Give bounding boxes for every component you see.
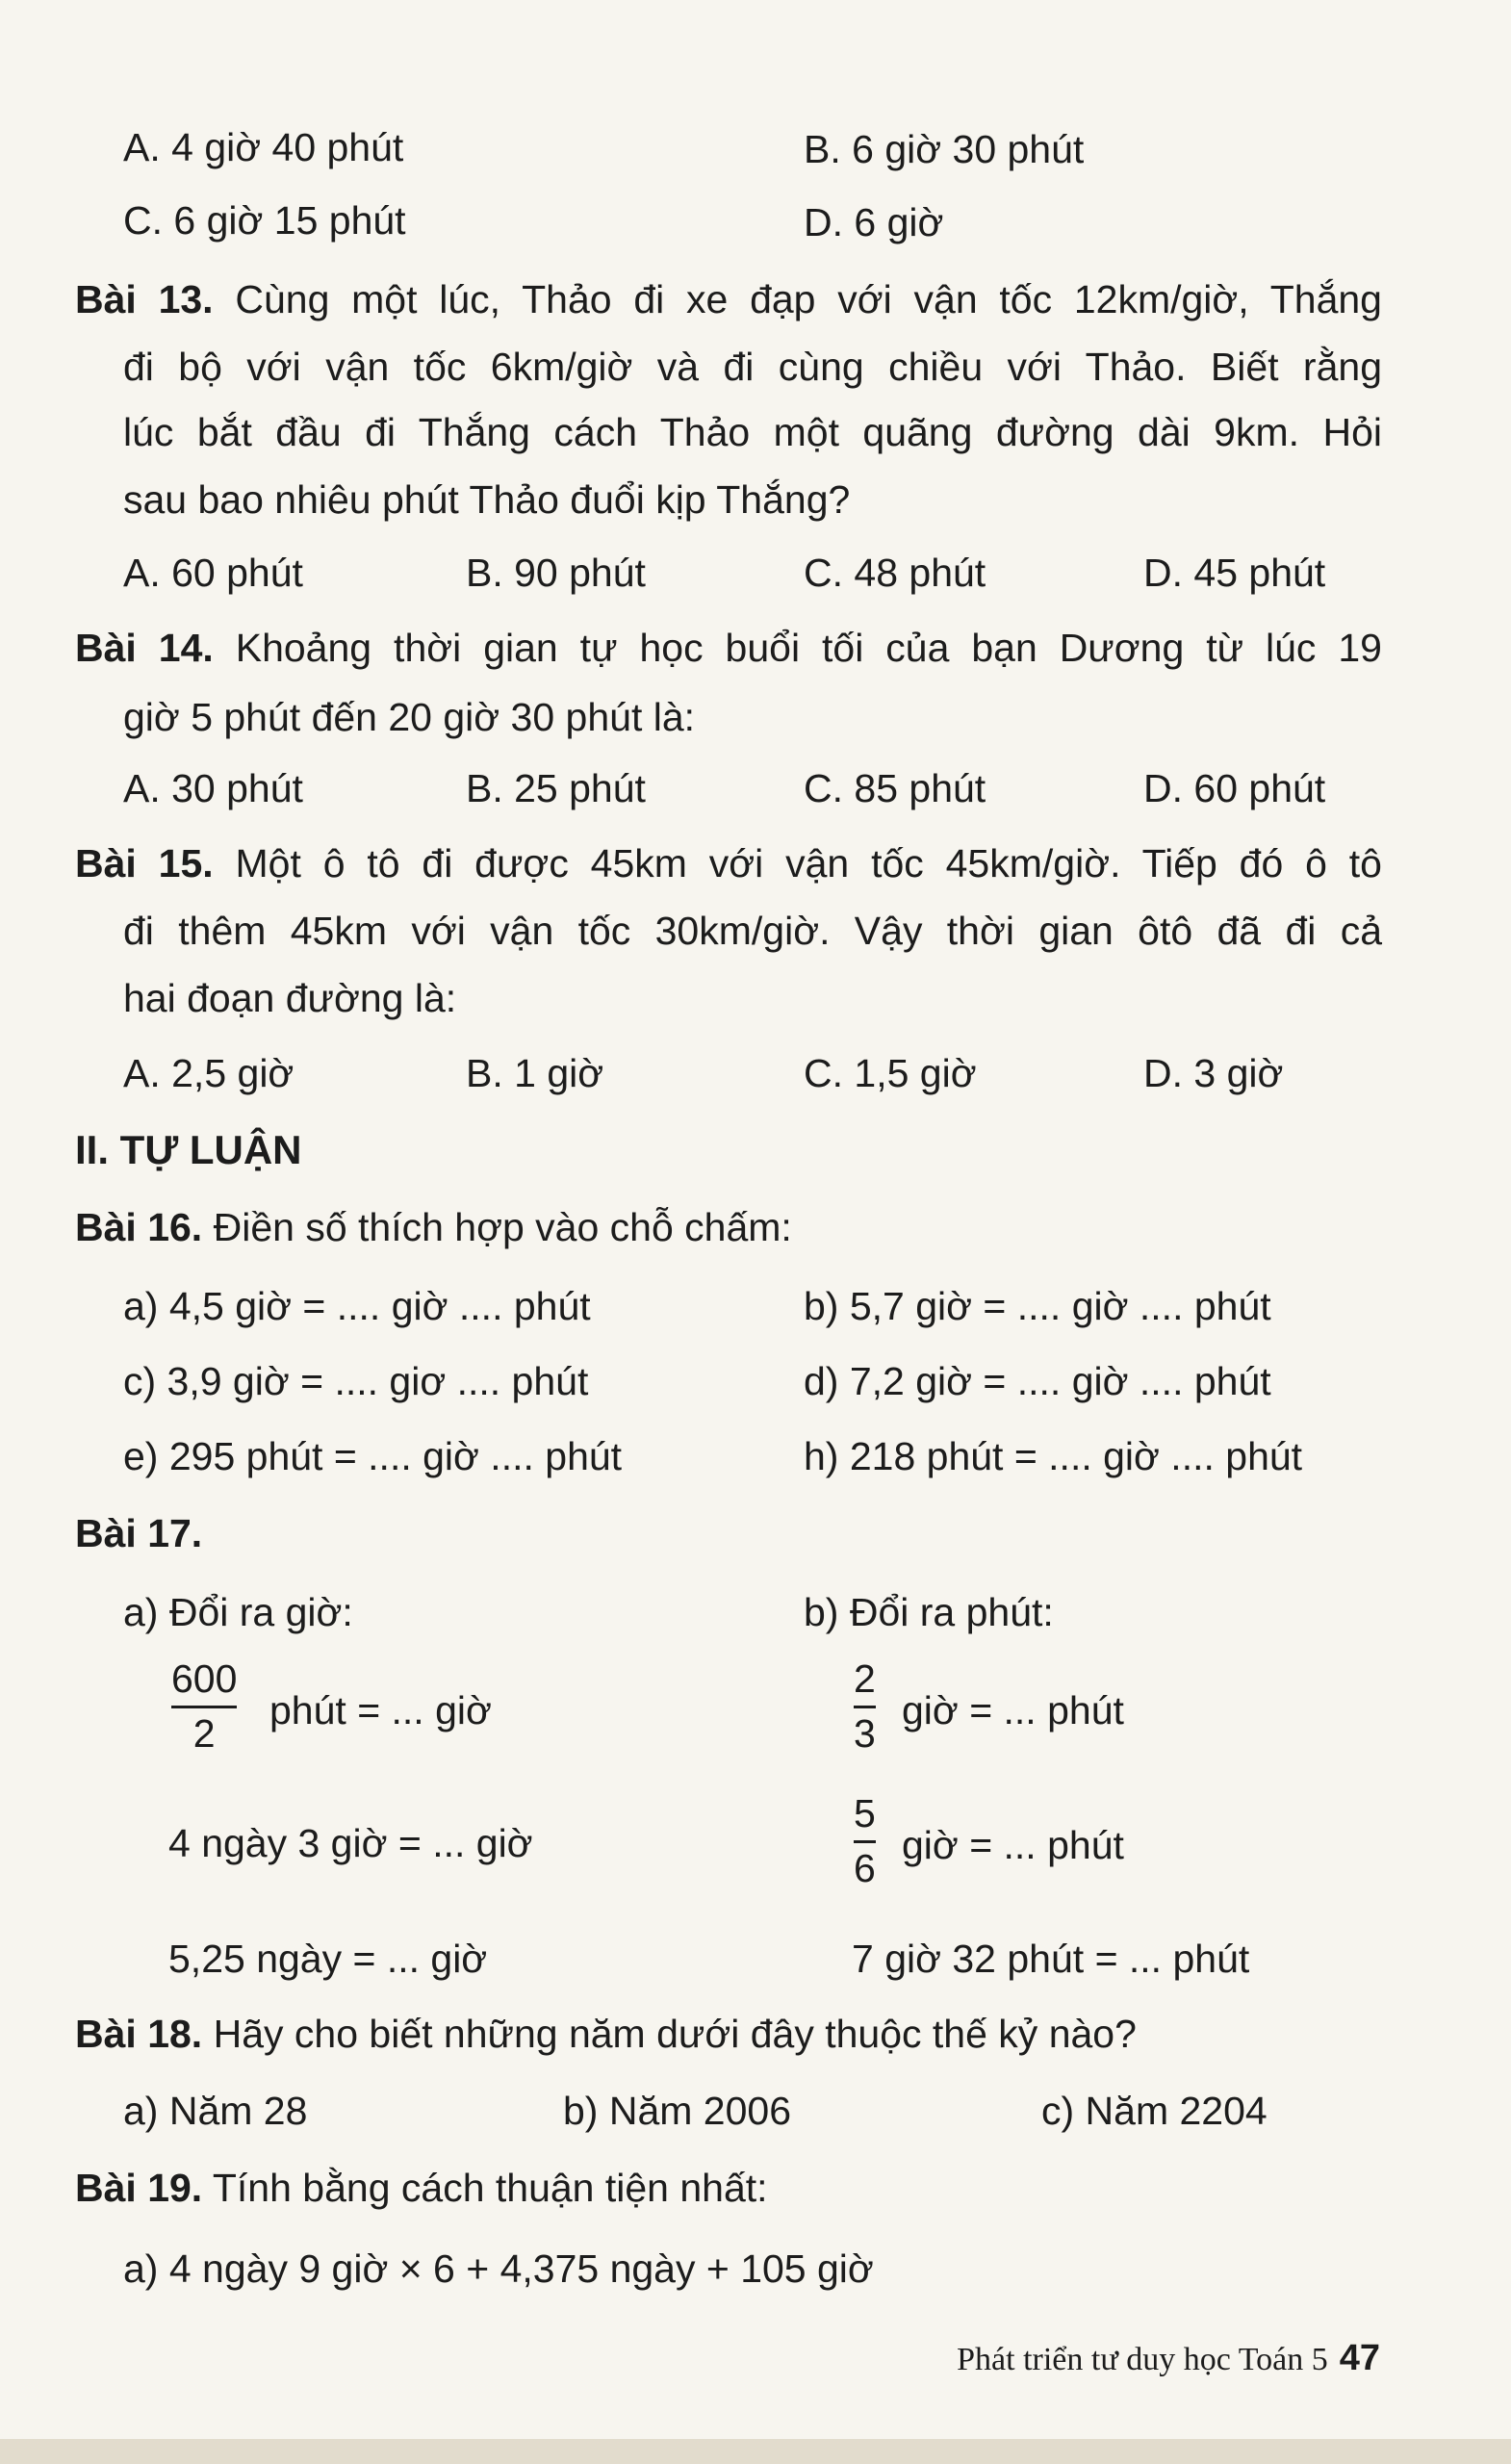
- q18-item-c: c) Năm 2204: [1041, 2089, 1268, 2133]
- q16-item-e: e) 295 phút = .... giờ .... phút: [123, 1434, 623, 1478]
- q18-item-a: a) Năm 28: [123, 2089, 308, 2133]
- q15-line-3: hai đoạn đường là:: [123, 976, 457, 1020]
- q14-option-b: B. 25 phút: [466, 766, 646, 810]
- q12-option-c: C. 6 giờ 15 phút: [123, 198, 406, 243]
- q16-item-b: b) 5,7 giờ = .... giờ .... phút: [804, 1284, 1271, 1328]
- q15-option-d: D. 3 giờ: [1143, 1051, 1284, 1095]
- q14-option-d: D. 60 phút: [1143, 766, 1326, 810]
- q13-line-2: đi bộ với vận tốc 6km/giờ và đi cùng chiều với Thảo. Biết rằng: [123, 345, 1382, 389]
- q18-item-b: b) Năm 2006: [563, 2089, 792, 2133]
- q19-label: Bài 19.: [75, 2166, 203, 2210]
- q13-line-4: sau bao nhiêu phút Thảo đuổi kịp Thắng?: [123, 477, 851, 522]
- q16-text: Điền số thích hợp vào chỗ chấm:: [213, 1205, 792, 1249]
- fraction-numerator: 5: [854, 1791, 876, 1835]
- q17-a-title: a) Đổi ra giờ:: [123, 1590, 353, 1634]
- q17-b-title: b) Đổi ra phút:: [804, 1590, 1054, 1634]
- fraction-bar: [171, 1706, 237, 1708]
- q14-option-c: C. 85 phút: [804, 766, 986, 810]
- q13-label: Bài 13.: [75, 277, 214, 321]
- q17-a3: 5,25 ngày = ... giờ: [168, 1937, 488, 1981]
- q15-option-a: A. 2,5 giờ: [123, 1051, 295, 1095]
- fraction-bar: [854, 1706, 876, 1708]
- q13-line-1: [75, 275, 1382, 323]
- q13-line-3: lúc bắt đầu đi Thắng cách Thảo một quãng đường dài 9km. Hỏi: [123, 410, 1382, 454]
- q14-line-2: giờ 5 phút đến 20 giờ 30 phút là:: [123, 695, 696, 739]
- q17-a1-fraction: [171, 1657, 237, 1755]
- q15-text-1: Một ô tô đi được 45km với vận tốc 45km/giờ. Tiếp đó ô tô: [235, 841, 1382, 886]
- q17-a1-text: phút = ... giờ: [269, 1688, 492, 1732]
- fraction-bar: [854, 1840, 876, 1843]
- q17-label: Bài 17.: [75, 1511, 203, 1555]
- q14-text-1: Khoảng thời gian tự học buổi tối của bạn Dương từ lúc 19: [235, 626, 1382, 670]
- q13-text-1: Cùng một lúc, Thảo đi xe đạp với vận tốc 12km/giờ, Thắng: [235, 277, 1382, 321]
- q13-option-c: C. 48 phút: [804, 551, 986, 595]
- q13-option-d: D. 45 phút: [1143, 551, 1326, 595]
- fraction-numerator: 600: [171, 1656, 238, 1701]
- q17-b1-fraction: [854, 1657, 876, 1755]
- q15-line-1: [75, 839, 1382, 887]
- page-bottom-edge: [0, 2439, 1511, 2464]
- q16-item-a: a) 4,5 giờ = .... giờ .... phút: [123, 1284, 591, 1328]
- q12-option-d: D. 6 giờ: [804, 200, 944, 244]
- section-heading: II. TỰ LUẬN: [75, 1127, 302, 1172]
- fraction-denominator: 2: [192, 1711, 216, 1756]
- q18-text: Hãy cho biết những năm dưới đây thuộc thế kỷ nào?: [213, 2012, 1137, 2056]
- q17-b2-text: giờ = ... phút: [902, 1823, 1124, 1867]
- q16-item-c: c) 3,9 giờ = .... giơ .... phút: [123, 1359, 589, 1403]
- q19-line-1: [75, 2164, 768, 2212]
- q17-b1-text: giờ = ... phút: [902, 1688, 1124, 1732]
- q13-option-a: A. 60 phút: [123, 551, 303, 595]
- q16-line-1: [75, 1203, 792, 1251]
- fraction-denominator: 6: [854, 1846, 876, 1890]
- book-title: Phát triển tư duy học Toán 5: [957, 2342, 1328, 2377]
- q17-b3: 7 giờ 32 phút = ... phút: [852, 1937, 1250, 1981]
- q16-item-h: h) 218 phút = .... giờ .... phút: [804, 1434, 1303, 1478]
- q18-label: Bài 18.: [75, 2012, 203, 2056]
- q17-b2-fraction: [854, 1792, 876, 1889]
- q19-item-a: a) 4 ngày 9 giờ × 6 + 4,375 ngày + 105 giờ: [123, 2246, 874, 2291]
- fraction-denominator: 3: [854, 1711, 876, 1756]
- q13-option-b: B. 90 phút: [466, 551, 646, 595]
- page-footer: [957, 2337, 1380, 2381]
- q14-option-a: A. 30 phút: [123, 766, 303, 810]
- q16-item-d: d) 7,2 giờ = .... giờ .... phút: [804, 1359, 1271, 1403]
- q12-option-b: B. 6 giờ 30 phút: [804, 127, 1085, 171]
- q14-line-1: [75, 624, 1382, 672]
- q12-option-a: A. 4 giờ 40 phút: [123, 125, 404, 169]
- q18-line-1: [75, 2010, 1137, 2058]
- q15-option-b: B. 1 giờ: [466, 1051, 604, 1095]
- q15-label: Bài 15.: [75, 841, 214, 886]
- q14-label: Bài 14.: [75, 626, 214, 670]
- q15-line-2: đi thêm 45km với vận tốc 30km/giờ. Vậy thời gian ôtô đã đi cả: [123, 909, 1382, 953]
- fraction-numerator: 2: [854, 1656, 876, 1701]
- q17-a2: 4 ngày 3 giờ = ... giờ: [168, 1821, 533, 1865]
- page-number: 47: [1339, 2338, 1380, 2378]
- q16-label: Bài 16.: [75, 1205, 203, 1249]
- q15-option-c: C. 1,5 giờ: [804, 1051, 977, 1095]
- q19-text: Tính bằng cách thuận tiện nhất:: [212, 2166, 768, 2210]
